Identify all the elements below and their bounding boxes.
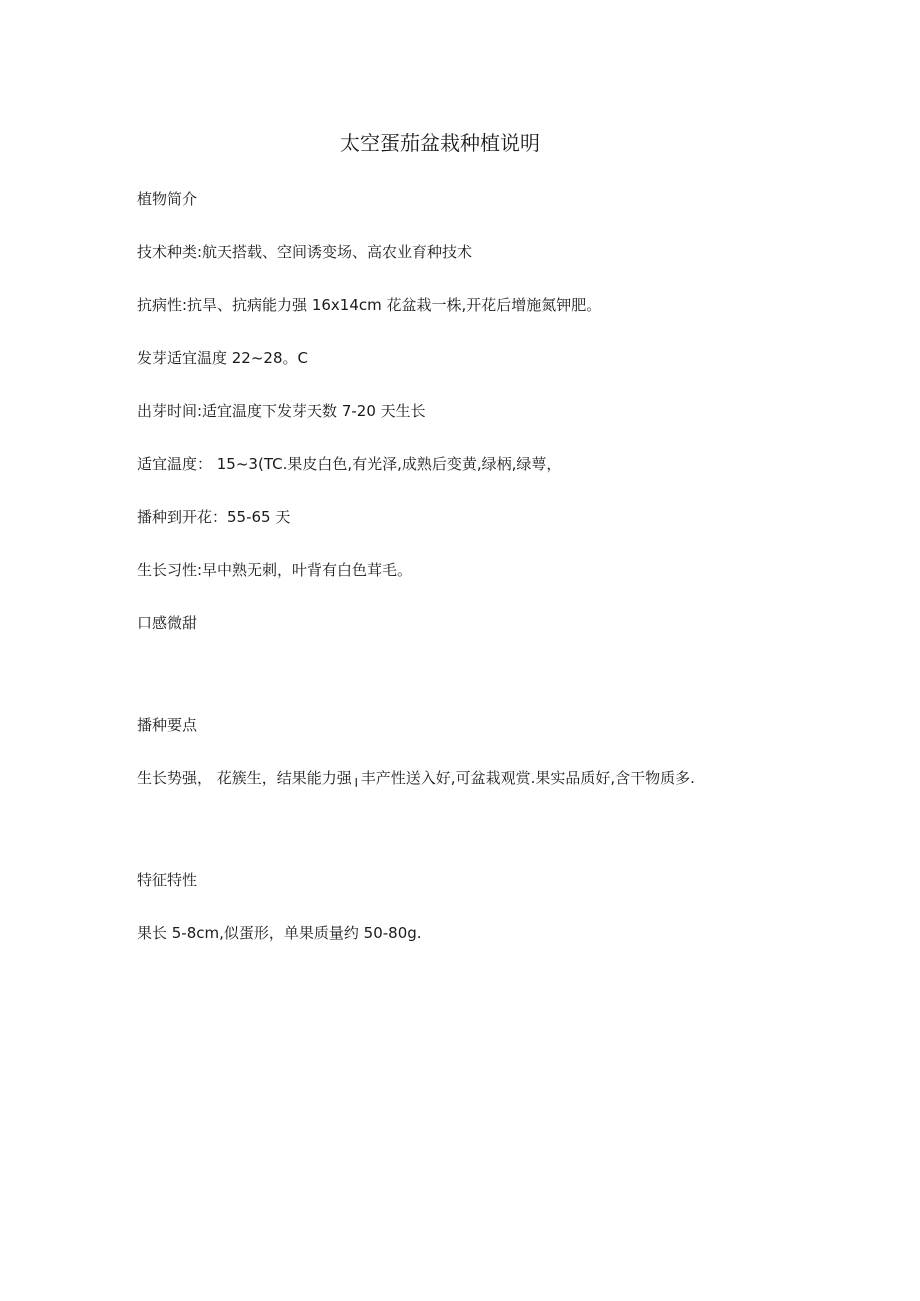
intro-line-technique: 技术种类:航天搭载、空间诱变场、高农业育种技术	[137, 243, 473, 261]
features-line: 果长 5-8cm,似蛋形，单果质量约 50-80g.	[137, 924, 422, 942]
document-title: 太空蛋茄盆栽种植说明	[340, 131, 540, 155]
intro-line-germination-temp: 发芽适宜温度 22~28。C	[137, 349, 308, 367]
intro-line-taste: 口感微甜	[137, 614, 198, 632]
section-heading-sowing: 播种要点	[137, 716, 198, 734]
intro-line-suitable-temp: 适宜温度： 15~3(TC.果皮白色,有光泽,成熟后变黄,绿柄,绿萼，	[137, 455, 562, 473]
intro-line-disease-resistance: 抗病性:抗旱、抗病能力强 16x14cm 花盆栽一株,开花后增施氮钾肥。	[137, 296, 602, 314]
section-heading-intro: 植物简介	[137, 190, 198, 208]
intro-line-sowing-to-flower: 播种到开花：55-65 天	[137, 508, 291, 526]
section-heading-features: 特征特性	[137, 871, 198, 889]
sowing-line: 生长势强， 花簇生，结果能力强╷丰产性送入好,可盆栽观赏.果实品质好,含干物质多.	[137, 769, 695, 787]
intro-line-sprouting-time: 出芽时间:适宜温度下发芽天数 7-20 天生长	[137, 402, 426, 420]
intro-line-growth-habit: 生长习性:早中熟无刺，叶背有白色茸毛。	[137, 561, 413, 579]
